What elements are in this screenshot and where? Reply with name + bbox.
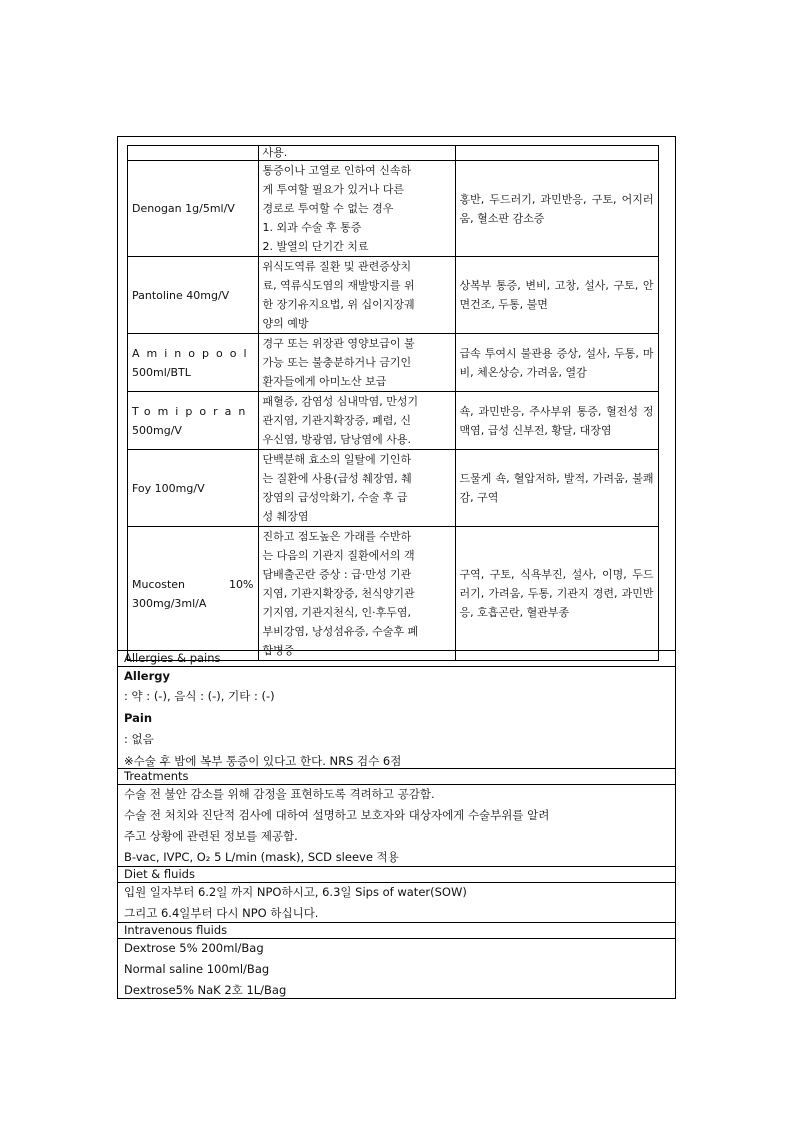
drug-indication: 진하고 점도높은 가래를 수반하 는 다음의 기관지 질환에서의 객 담배출곤란 증상 : 급·만성 기관 지염, 기관지확장증, 천식양기관 기지염, 기관지천식, 인·후두염, 부비강염, 낭성섬유증, 수술후 폐 합병증: [258, 527, 455, 661]
table-row: [128, 334, 659, 392]
drug-name: Pantoline 40mg/V: [128, 257, 259, 334]
iv-fluid-item: Dextrose 5% 200ml/Bag: [124, 941, 264, 955]
drug-indication: 위식도역류 질환 및 관련증상치 료, 역류식도염의 재발방지를 위 한 장기유지요법, 위 십이지장궤 양의 예방: [258, 257, 455, 334]
table-row: [128, 392, 659, 450]
drug-name: Aminopool 500ml/BTL: [128, 334, 259, 392]
pain-title: Pain: [124, 711, 153, 725]
drug-name: Denogan 1g/5ml/V: [128, 161, 259, 257]
drug-name: Foy 100mg/V: [128, 450, 259, 527]
drug-side-effects: 쇽, 과민반응, 주사부위 통증, 혈전성 정맥염, 급성 신부전, 황달, 대장염: [455, 392, 658, 450]
continuation-text: 사용.: [258, 146, 455, 161]
treatment-line: B-vac, IVPC, O₂ 5 L/min (mask), SCD sleeve 적용: [124, 850, 399, 864]
treatment-line: 주고 상황에 관련된 정보를 제공함.: [124, 829, 298, 843]
drug-side-effects: 구역, 구토, 식욕부진, 설사, 이명, 두드러기, 가려움, 두통, 기관지 경련, 과민반응, 호흡곤란, 혈관부종: [455, 527, 658, 661]
drug-side-effects: 급속 투여시 불관용 증상, 설사, 두통, 마비, 체온상승, 가려움, 열감: [455, 334, 658, 392]
treatment-line: 수술 전 불안 감소를 위해 감정을 표현하도록 격려하고 공감함.: [124, 787, 435, 801]
care-plan-frame: [117, 136, 676, 999]
diet-header: Diet & fluids: [118, 866, 675, 883]
drug-indication: 경구 또는 위장관 영양보급이 불 가능 또는 불충분하거나 금기인 환자들에게 아미노산 보급: [258, 334, 455, 392]
table-row: [128, 257, 659, 334]
drug-name: Mucosten 10% 300mg/3ml/A: [128, 527, 259, 661]
diet-line: 그리고 6.4일부터 다시 NPO 하십니다.: [124, 906, 319, 920]
drug-side-effects: 드물게 쇽, 혈압저하, 발적, 가려움, 불쾌감, 구역: [455, 450, 658, 527]
allergies-header: Allergies & pains: [118, 650, 675, 667]
iv-fluid-item: Normal saline 100ml/Bag: [124, 962, 270, 976]
treatment-line: 수술 전 처치와 진단적 검사에 대하여 설명하고 보호자와 대상자에게 수술부위를 알려: [124, 808, 550, 822]
table-row: [128, 527, 659, 661]
table-row: [128, 161, 659, 257]
drug-indication: 단백분해 효소의 일탈에 기인하 는 질환에 사용(급성 췌장염, 췌 장염의 급성악화기, 수술 후 급 성 췌장염: [258, 450, 455, 527]
iv-fluids-header: Intravenous fluids: [118, 922, 675, 939]
drug-side-effects: 홍반, 두드러기, 과민반응, 구토, 어지러움, 혈소판 감소증: [455, 161, 658, 257]
treatments-header: Treatments: [118, 768, 675, 785]
drug-table: [127, 145, 659, 661]
drug-side-effects: 상복부 통증, 변비, 고창, 설사, 구토, 안면건조, 두통, 불면: [455, 257, 658, 334]
drug-indication: 패혈증, 감염성 심내막염, 만성기 관지염, 기관지확장증, 폐렴, 신 우신염, 방광염, 담낭염에 사용.: [258, 392, 455, 450]
iv-fluid-item: Dextrose5% NaK 2호 1L/Bag: [124, 983, 287, 997]
drug-indication: 통증이나 고열로 인하여 신속하 게 투여할 필요가 있거나 다른 경로로 투여할 수 없는 경우 1. 외과 수술 후 통증 2. 발열의 단기간 치료: [258, 161, 455, 257]
table-row: [128, 450, 659, 527]
allergy-text: : 약 : (-), 음식 : (-), 기타 : (-): [124, 689, 275, 703]
drug-name: Tomiporan 500mg/V: [128, 392, 259, 450]
pain-note: ※수술 후 밤에 복부 통증이 있다고 한다. NRS 검수 6점: [124, 754, 402, 768]
diet-line: 입원 일자부터 6.2일 까지 NPO하시고, 6.3일 Sips of water(SOW): [124, 885, 467, 899]
table-row: [128, 146, 659, 161]
pain-text: : 없음: [124, 732, 154, 746]
allergy-title: Allergy: [124, 669, 170, 683]
